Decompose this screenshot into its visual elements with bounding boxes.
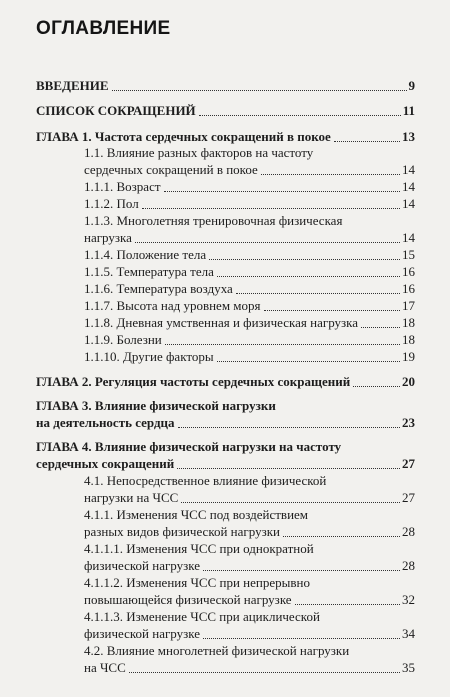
toc-page-number: 27 bbox=[402, 490, 415, 505]
toc-page-number: 35 bbox=[402, 660, 415, 675]
toc-leader bbox=[178, 426, 400, 428]
toc-entry-text: 1.1.2. Пол bbox=[84, 196, 139, 211]
toc-entry-text: 4.2. Влияние многолетней физической нагрузки bbox=[84, 643, 350, 658]
toc-entry bbox=[84, 229, 415, 246]
toc-leader bbox=[361, 326, 400, 328]
toc-leader bbox=[177, 467, 400, 469]
toc-entry bbox=[84, 314, 415, 331]
toc-leader bbox=[164, 190, 400, 192]
toc-leader bbox=[203, 637, 400, 639]
toc-page-number: 18 bbox=[402, 332, 415, 347]
toc-leader bbox=[334, 140, 400, 142]
toc-entry bbox=[84, 591, 415, 608]
toc-entry-text: 1.1.5. Температура тела bbox=[84, 264, 214, 279]
toc-entry-text: физической нагрузке bbox=[84, 558, 201, 573]
toc-entry bbox=[84, 178, 415, 195]
toc-entry-text: на деятельность сердца bbox=[36, 415, 175, 430]
toc-entry-text: 1.1.4. Положение тела bbox=[84, 247, 207, 262]
toc-entry-text: нагрузка bbox=[84, 230, 132, 245]
toc-entry-text: 1.1.6. Температура воздуха bbox=[84, 281, 233, 296]
toc-entry-text: 1.1.7. Высота над уровнем моря bbox=[84, 298, 261, 313]
toc-entry-text: ГЛАВА 4. Влияние физической нагрузки на частоту bbox=[36, 439, 342, 454]
toc-leader bbox=[135, 241, 400, 243]
toc-entry bbox=[36, 102, 415, 119]
toc-page-number: 18 bbox=[402, 315, 415, 330]
toc-entry-text: ГЛАВА 3. Влияние физической нагрузки bbox=[36, 398, 276, 413]
toc-entry-text: разных видов физической нагрузки bbox=[84, 524, 280, 539]
toc-entry bbox=[84, 246, 415, 263]
toc-entry bbox=[84, 263, 415, 280]
toc-page-number: 14 bbox=[402, 162, 415, 177]
toc-entry-text: 1.1.10. Другие факторы bbox=[84, 349, 214, 364]
toc-leader bbox=[283, 535, 400, 537]
toc-entry bbox=[84, 297, 415, 314]
toc-entry bbox=[84, 331, 415, 348]
toc-page-number: 19 bbox=[402, 349, 415, 364]
toc-leader bbox=[264, 309, 400, 311]
toc-page-number: 17 bbox=[402, 298, 415, 313]
toc-entry-text: 1.1. Влияние разных факторов на частоту bbox=[84, 145, 314, 160]
toc-entry-text: ГЛАВА 2. Регуляция частоты сердечных сокращений bbox=[36, 374, 351, 389]
toc-entry-text: физической нагрузке bbox=[84, 626, 201, 641]
toc-page-number: 23 bbox=[402, 415, 415, 430]
toc-leader bbox=[142, 207, 400, 209]
toc-entry-text: сердечных сокращений bbox=[36, 456, 175, 471]
toc-entry-text: 4.1.1.2. Изменения ЧСС при непрерывно bbox=[84, 575, 310, 590]
toc-page-number: 11 bbox=[402, 103, 415, 118]
toc-page-number: 28 bbox=[402, 558, 415, 573]
toc-leader bbox=[236, 292, 400, 294]
toc-entry bbox=[36, 455, 415, 472]
page-title: ОГЛАВЛЕНИЕ bbox=[36, 18, 171, 39]
toc-entry-text: 1.1.3. Многолетняя тренировочная физическая bbox=[84, 213, 343, 228]
toc-page-number: 14 bbox=[402, 196, 415, 211]
toc-leader bbox=[217, 275, 400, 277]
toc-leader bbox=[165, 343, 400, 345]
toc-entry bbox=[84, 557, 415, 574]
toc-entry bbox=[84, 161, 415, 178]
toc-entry bbox=[36, 128, 415, 145]
toc-entry-text: повышающейся физической нагрузке bbox=[84, 592, 292, 607]
toc-entry bbox=[84, 489, 415, 506]
toc-entry-text: ГЛАВА 1. Частота сердечных сокращений в покое bbox=[36, 129, 331, 144]
toc-leader bbox=[203, 569, 400, 571]
toc-entry-text: СПИСОК СОКРАЩЕНИЙ bbox=[36, 103, 196, 118]
toc-leader bbox=[295, 603, 400, 605]
toc-leader bbox=[217, 360, 400, 362]
toc-entry bbox=[84, 348, 415, 365]
toc-leader bbox=[209, 258, 400, 260]
toc-leader bbox=[199, 114, 401, 116]
toc-page-number: 9 bbox=[408, 78, 415, 93]
toc-entry-text: 1.1.1. Возраст bbox=[84, 179, 161, 194]
toc-page-number: 15 bbox=[402, 247, 415, 262]
toc-page-number: 32 bbox=[402, 592, 415, 607]
toc-page-number: 14 bbox=[402, 230, 415, 245]
toc-page-number: 16 bbox=[402, 281, 415, 296]
toc-page-number: 27 bbox=[402, 456, 415, 471]
toc-page-number: 28 bbox=[402, 524, 415, 539]
toc-entry bbox=[36, 414, 415, 431]
toc-entry bbox=[84, 195, 415, 212]
toc-entry-text: 4.1.1. Изменения ЧСС под воздействием bbox=[84, 507, 309, 522]
toc-entry-text: сердечных сокращений в покое bbox=[84, 162, 258, 177]
toc-page-number: 13 bbox=[402, 129, 415, 144]
toc-entry-text: нагрузки на ЧСС bbox=[84, 490, 179, 505]
toc-entry-text: 1.1.9. Болезни bbox=[84, 332, 162, 347]
toc-entry-text: 1.1.8. Дневная умственная и физическая нагрузка bbox=[84, 315, 359, 330]
toc-page-number: 34 bbox=[402, 626, 415, 641]
toc-leader bbox=[129, 671, 400, 673]
toc-entry-text: ВВЕДЕНИЕ bbox=[36, 78, 109, 93]
toc-leader bbox=[353, 385, 400, 387]
toc-page-number: 20 bbox=[402, 374, 415, 389]
toc-entry bbox=[84, 659, 415, 676]
toc-entry-text: 4.1.1.1. Изменения ЧСС при однократной bbox=[84, 541, 314, 556]
toc-entry-text: 4.1.1.3. Изменение ЧСС при ациклической bbox=[84, 609, 320, 624]
toc-entry bbox=[36, 373, 415, 390]
toc-entry bbox=[84, 625, 415, 642]
toc-entry bbox=[36, 77, 415, 94]
toc-page-number: 14 bbox=[402, 179, 415, 194]
toc-page-number: 16 bbox=[402, 264, 415, 279]
toc-entry-text: 4.1. Непосредственное влияние физической bbox=[84, 473, 327, 488]
toc-leader bbox=[261, 173, 400, 175]
toc-entry-text: на ЧСС bbox=[84, 660, 126, 675]
toc-leader bbox=[112, 89, 407, 91]
toc-entry bbox=[84, 280, 415, 297]
toc-leader bbox=[181, 501, 400, 503]
toc-entry bbox=[84, 523, 415, 540]
